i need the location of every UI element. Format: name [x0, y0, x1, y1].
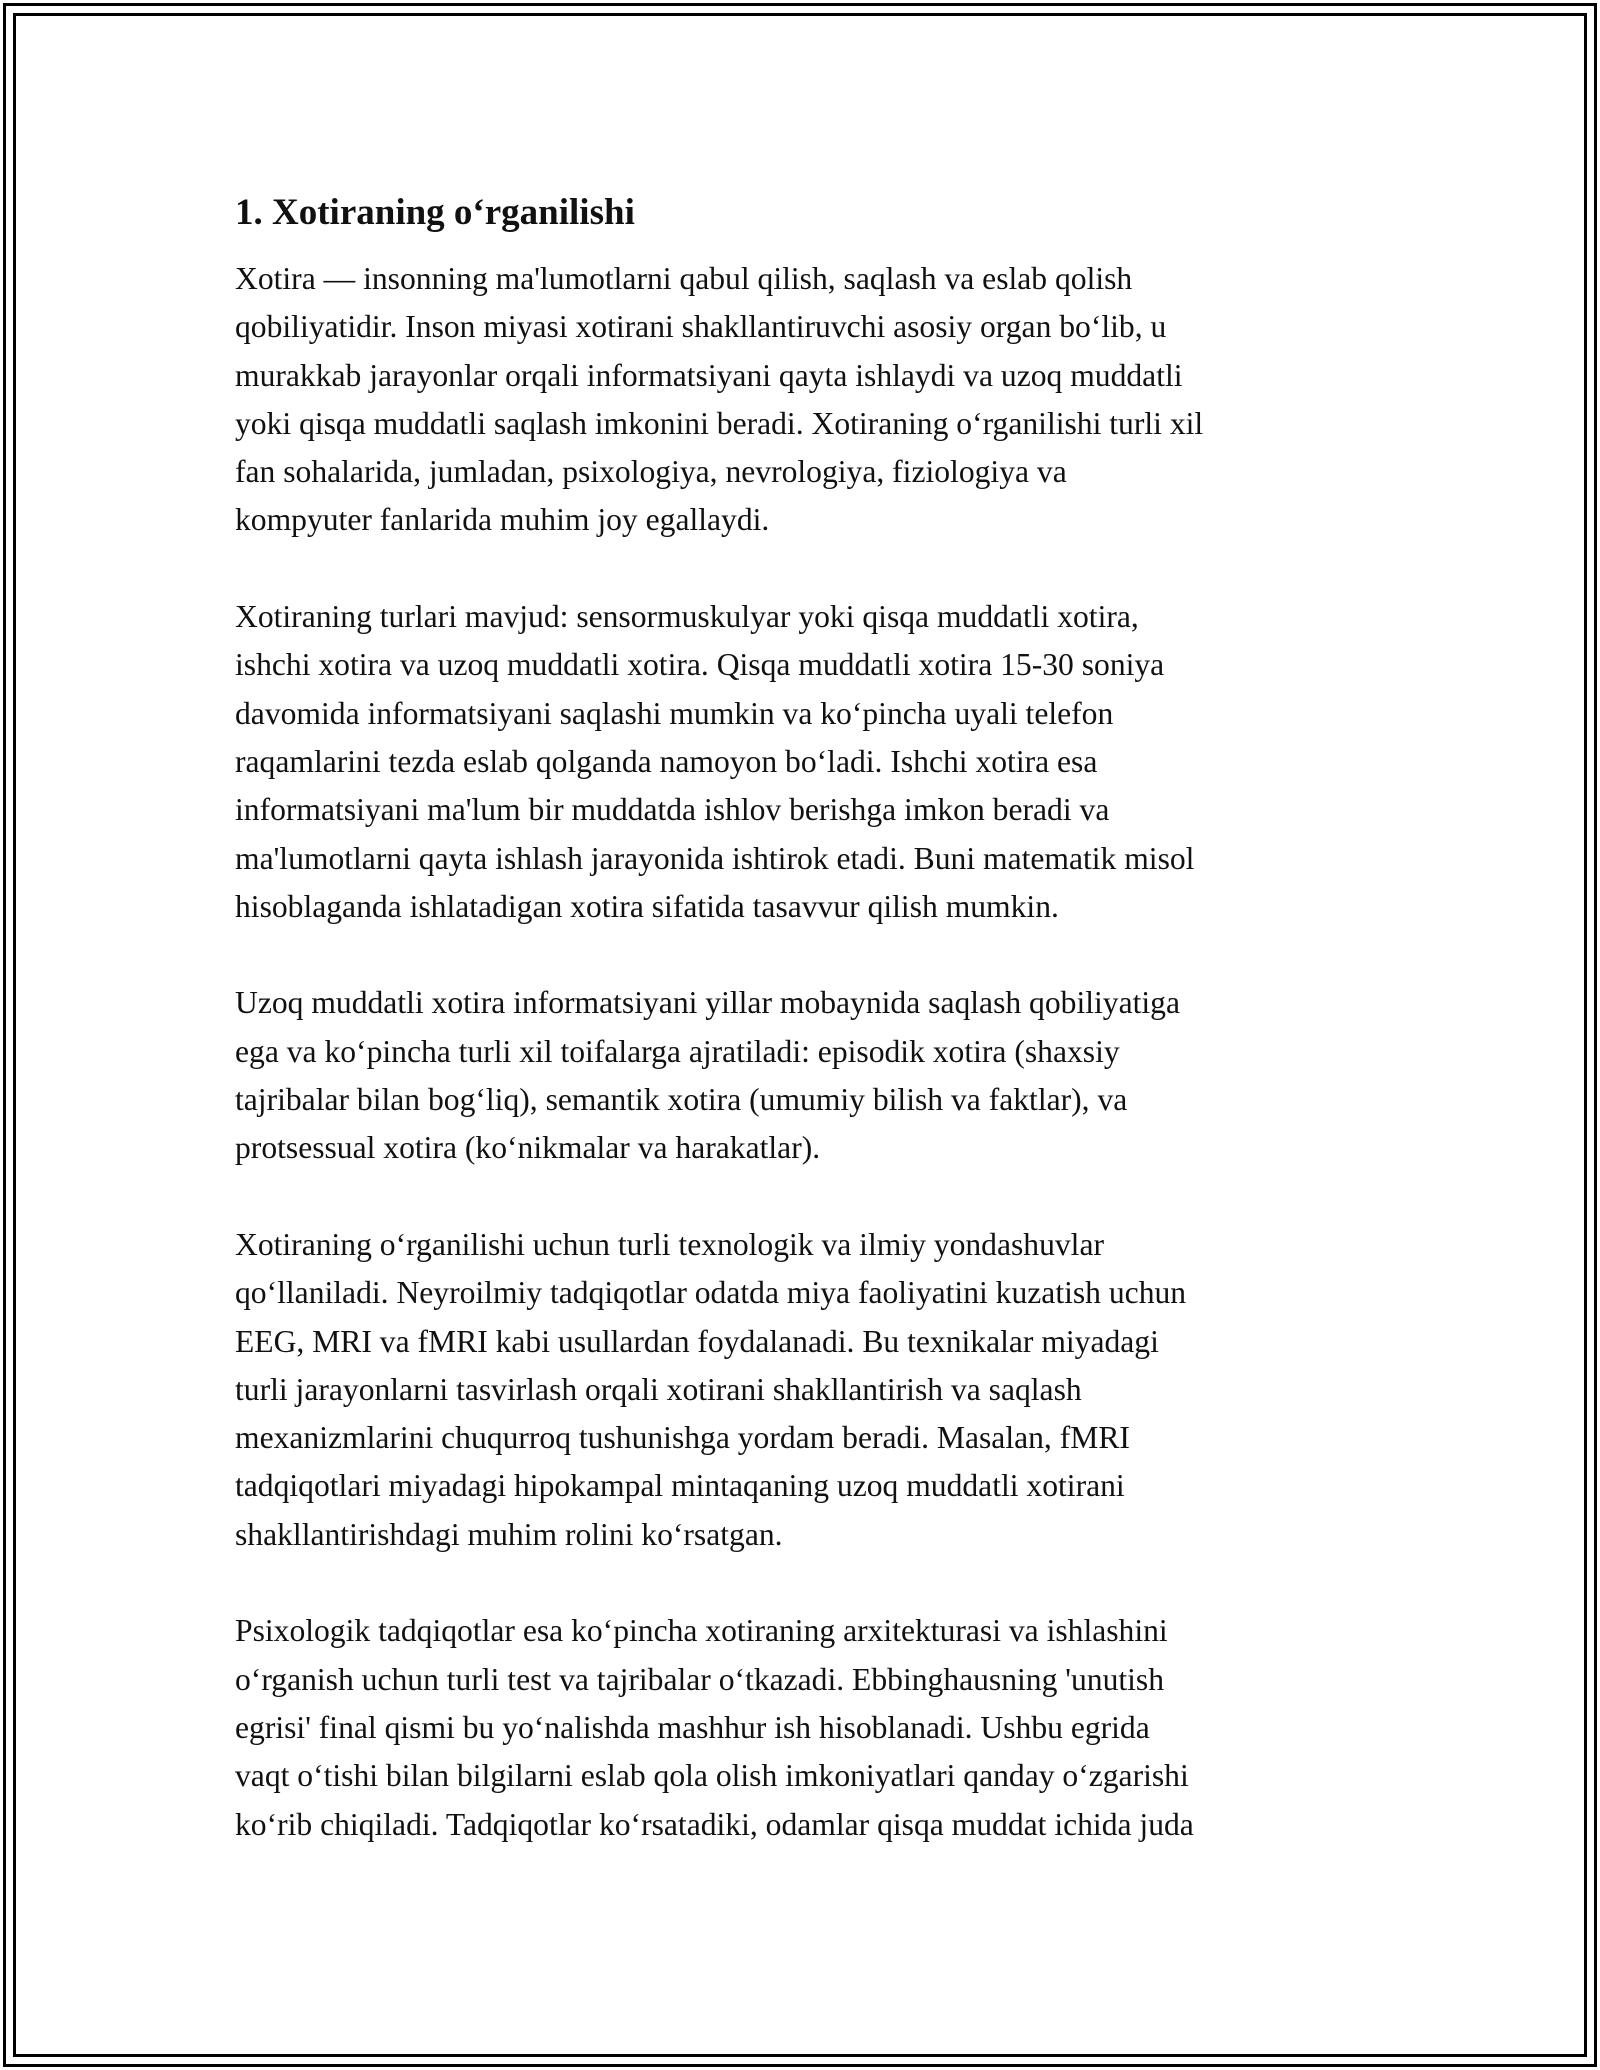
paragraph-line: qo‘llaniladi. Neyroilmiy tadqiqotlar odatda miya faoliyatini kuzatish uchun — [235, 1275, 1187, 1311]
paragraph-line: fan sohalarida, jumladan, psixologiya, nevrologiya, fiziologiya va — [235, 454, 1067, 490]
paragraph-line: ega va ko‘pincha turli xil toifalarga ajratiladi: episodik xotira (shaxsiy — [235, 1033, 1120, 1069]
paragraph-line: davomida informatsiyani saqlashi mumkin va ko‘pincha uyali telefon — [235, 695, 1114, 731]
paragraph-line: ko‘rib chiqiladi. Tadqiqotlar ko‘rsatadiki, odamlar qisqa muddat ichida juda — [235, 1806, 1194, 1842]
paragraph-line: Uzoq muddatli xotira informatsiyani yillar mobaynida saqlash qobiliyatiga — [235, 985, 1180, 1021]
paragraph-line: Xotiraning turlari mavjud: sensormuskulyar yoki qisqa muddatli xotira, — [235, 599, 1139, 635]
paragraph-line: ma'lumotlarni qayta ishlash jarayonida ishtirok etadi. Buni matematik misol — [235, 840, 1195, 876]
paragraph-line: egrisi' final qismi bu yo‘nalishda mashhur ish hisoblanadi. Ushbu egrida — [235, 1709, 1150, 1745]
paragraph-line: Psixologik tadqiqotlar esa ko‘pincha xotiraning arxitekturasi va ishlashini — [235, 1613, 1168, 1649]
paragraph-line: informatsiyani ma'lum bir muddatda ishlov berishga imkon beradi va — [235, 792, 1110, 828]
paragraph-line: qobiliyatidir. Inson miyasi xotirani shakllantiruvchi asosiy organ bo‘lib, u — [235, 309, 1167, 345]
paragraph-line: turli jarayonlarni tasvirlash orqali xotirani shakllantirish va saqlash — [235, 1371, 1082, 1407]
paragraph-line: kompyuter fanlarida muhim joy egallaydi. — [235, 502, 770, 538]
paragraph-line: Xotira — insonning ma'lumotlarni qabul qilish, saqlash va eslab qolish — [235, 261, 1133, 296]
paragraph-line: tajribalar bilan bog‘liq), semantik xotira (umumiy bilish va faktlar), va — [235, 1082, 1128, 1118]
paragraph-line: yoki qisqa muddatli saqlash imkonini beradi. Xotiraning o‘rganilishi turli xil — [235, 405, 1204, 441]
paragraph-line: mexanizmlarini chuqurroq tushunishga yordam beradi. Masalan, fMRI — [235, 1420, 1130, 1456]
paragraph-line: hisoblaganda ishlatadigan xotira sifatida tasavvur qilish mumkin. — [235, 888, 1059, 924]
paragraph-line: Xotiraning o‘rganilishi uchun turli texnologik va ilmiy yondashuvlar — [235, 1226, 1104, 1262]
paragraph-line: o‘rganish uchun turli test va tajribalar o‘tkazadi. Ebbinghausning 'unutish — [235, 1661, 1165, 1697]
document-body — [235, 183, 1365, 1897]
paragraph-3 — [235, 979, 1365, 1172]
section-heading: 1. Xotiraning o‘rganilishi — [235, 192, 635, 233]
paragraph-1 — [235, 255, 1365, 545]
paragraph-line: raqamlarini tezda eslab qolganda namoyon bo‘ladi. Ishchi xotira esa — [235, 743, 1098, 779]
paragraph-5 — [235, 1607, 1365, 1848]
paragraph-2 — [235, 593, 1365, 931]
paragraph-line: EEG, MRI va fMRI kabi usullardan foydalanadi. Bu texnikalar miyadagi — [235, 1323, 1159, 1359]
paragraph-line: vaqt o‘tishi bilan bilgilarni eslab qola olish imkoniyatlari qanday o‘zgarishi — [235, 1758, 1189, 1794]
paragraph-line: ishchi xotira va uzoq muddatli xotira. Qisqa muddatli xotira 15-30 soniya — [235, 647, 1165, 683]
paragraph-4 — [235, 1221, 1365, 1559]
paragraph-line: shakllantirishdagi muhim rolini ko‘rsatgan. — [235, 1516, 783, 1552]
paragraph-line: murakkab jarayonlar orqali informatsiyani qayta ishlaydi va uzoq muddatli — [235, 357, 1183, 393]
paragraph-line: tadqiqotlari miyadagi hipokampal mintaqaning uzoq muddatli xotirani — [235, 1468, 1125, 1504]
paragraph-line: protsessual xotira (ko‘nikmalar va harakatlar). — [235, 1130, 821, 1166]
